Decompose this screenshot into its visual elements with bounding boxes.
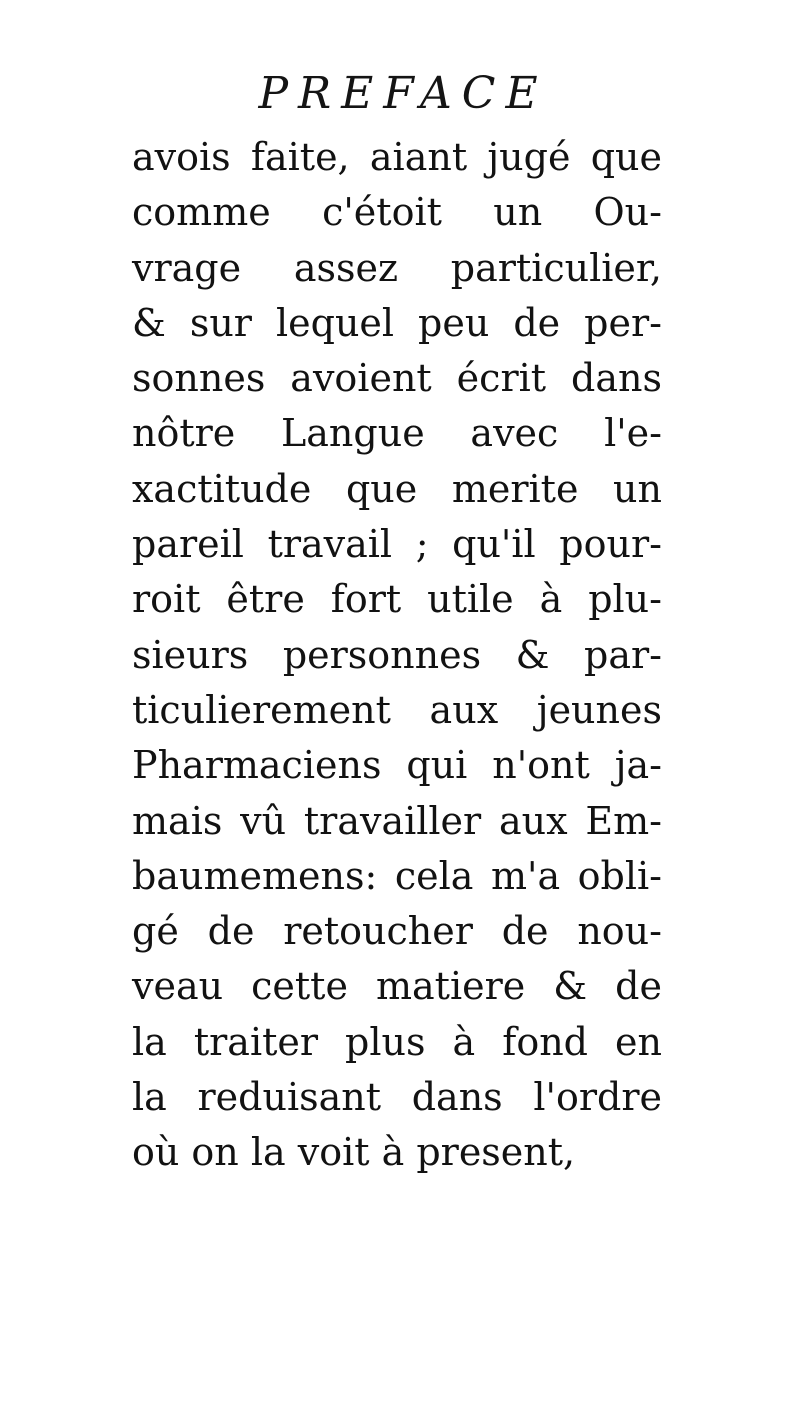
text-line: veau cette matiere & de: [132, 964, 662, 1009]
text-line: baumemens: cela m'a obli-: [132, 853, 662, 898]
text-line: & sur lequel peu de per-: [132, 300, 662, 345]
text-line: pareil travail ; qu'il pour-: [132, 522, 662, 567]
text-line: roit être fort utile à plu-: [132, 577, 662, 622]
text-line: Pharmaciens qui n'ont ja-: [132, 743, 662, 788]
text-line: avois faite, aiant jugé que: [132, 135, 662, 179]
text-line: où on la voit à present,: [132, 1130, 576, 1175]
text-line: xactitude que merite un: [132, 466, 662, 511]
text-line: la reduisant dans l'ordre: [132, 1075, 662, 1120]
text-line: vrage assez particulier,: [132, 245, 662, 290]
text-line: comme c'étoit un Ou-: [132, 190, 662, 235]
running-head: PREFACE: [258, 68, 548, 119]
text-line: mais vû travailler aux Em-: [132, 798, 662, 843]
text-line: sonnes avoient écrit dans: [132, 356, 662, 401]
text-line: la traiter plus à fond en: [132, 1019, 662, 1064]
text-line: sieurs personnes & par-: [132, 632, 662, 677]
text-line: nôtre Langue avec l'e-: [132, 411, 662, 456]
text-line: gé de retoucher de nou-: [132, 909, 662, 954]
text-line: ticulierement aux jeunes: [132, 687, 662, 732]
body-text: [132, 130, 662, 1181]
